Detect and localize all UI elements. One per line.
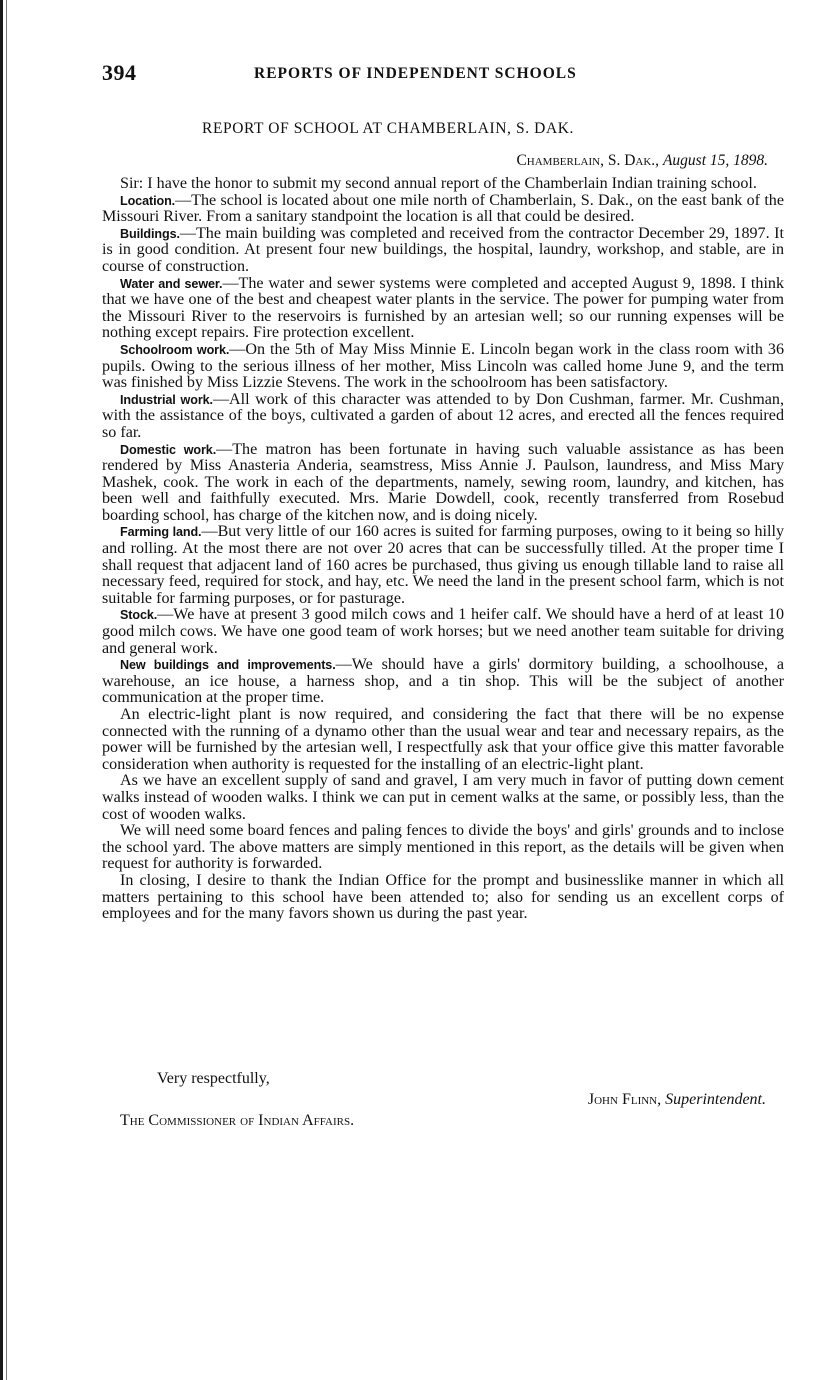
paragraph-text: —The school is located about one mile north of Chamberlain, S. Dak., on the east bank of the Missouri River. From a sanitary standpoint the location is all that could be desired. xyxy=(102,191,784,226)
paragraph xyxy=(102,873,784,923)
paragraph-text: Sir: I have the honor to submit my second annual report of the Chamberlain Indian training school. xyxy=(120,175,757,192)
paragraph-text: —But very little of our 160 acres is suited for farming purposes, owing to it being so hilly and rolling. At the most there are not over 20 acres that can be successfully tilled. At the proper time I shall request that adjacent land of 160 acres be purchased, thus giving us enough tillable land to raise all necessary feed, required for stock, and hay, etc. We need the land in the present school farm, which is not suitable for farming purposes, or for pasturage. xyxy=(102,523,784,607)
page-edge-shadow xyxy=(6,0,7,1380)
paragraph-text: —All work of this character was attended to by Don Cushman, farmer. Mr. Cushman, with the assistance of the boys, cultivated a garden of about 12 acres, and erected all the fences required so far. xyxy=(102,390,784,441)
paragraph-heading: Domestic work. xyxy=(120,442,217,457)
page-header xyxy=(102,60,784,90)
paragraph-heading: Buildings. xyxy=(120,226,180,241)
signature-name: John Flinn, xyxy=(587,1091,662,1108)
paragraph-text: —On the 5th of May Miss Minnie E. Lincoln began work in the class room with 36 pupils. Owing to the serious illness of her mother, Miss Lincoln was called home June 9, and the term was finished by Miss Lizzie Stevens. The work in the schoolroom has been satisfactory. xyxy=(102,340,784,392)
paragraph xyxy=(102,442,784,525)
paragraph xyxy=(102,607,784,657)
page-number: 394 xyxy=(102,60,137,85)
signature xyxy=(588,1091,766,1109)
paragraph-text: —The main building was completed and received from the contractor December 29, 1897. It is in good condition. At present four new buildings, the hospital, laundry, workshop, and stable, are in course of construction. xyxy=(102,224,784,275)
paragraph xyxy=(102,707,784,773)
paragraph-text: —We have at present 3 good milch cows and 1 heifer calf. We should have a herd of at least 10 good milch cows. We have one good team of work horses; but we need another team suitable for driving and general work. xyxy=(102,606,784,657)
paragraph-heading: Water and sewer. xyxy=(120,276,223,291)
closing-salutation: Very respectfully, xyxy=(157,1070,270,1087)
signature-title: Superintendent. xyxy=(665,1091,766,1108)
page-edge xyxy=(0,0,3,1380)
paragraph-text: As we have an excellent supply of sand and gravel, I am very much in favor of putting down cement walks instead of wooden walks. I think we can put in cement walks at the same, or possibly less, than the cost of wooden walks. xyxy=(102,772,784,823)
paragraph-text: —We should have a girls' dormitory building, a schoolhouse, a warehouse, an ice house, a harness shop, and a tin shop. This will be the subject of another communication at the proper time. xyxy=(102,656,784,707)
paragraph xyxy=(102,657,784,707)
paragraph xyxy=(102,276,784,342)
paragraph-text: In closing, I desire to thank the Indian Office for the prompt and businesslike manner in which all matters pertaining to this school have been attended to; also for sending us an excellent corps of employees and for the many favors shown us during the past year. xyxy=(102,871,784,923)
paragraph-text: We will need some board fences and paling fences to divide the boys' and girls' grounds and to inclose the school yard. The above matters are simply mentioned in this report, as the details will be given when request for authority is forwarded. xyxy=(102,822,784,873)
paragraph xyxy=(102,392,784,442)
paragraph-heading: Location. xyxy=(120,193,176,208)
dateline-place: Chamberlain, S. Dak., xyxy=(516,152,660,169)
paragraph-heading: New buildings and improvements. xyxy=(120,658,336,673)
paragraph xyxy=(102,342,784,392)
paragraph xyxy=(102,524,784,607)
paragraph xyxy=(102,193,784,226)
dateline-date: August 15, 1898. xyxy=(662,152,768,169)
paragraph-heading: Farming land. xyxy=(120,525,202,540)
document-page xyxy=(102,60,785,1129)
paragraph-heading: Schoolroom work. xyxy=(120,342,230,357)
paragraph-heading: Stock. xyxy=(120,608,158,623)
addressee: The Commissioner of Indian Affairs. xyxy=(120,1112,355,1129)
paragraph xyxy=(102,773,784,823)
paragraph-text: —The water and sewer systems were completed and accepted August 9, 1898. I think that we have one of the best and cheapest water plants in the service. The power for pumping water from the Missouri River to the reservoirs is furnished by an artesian well; so our running expenses will be nothing except repairs. Fire protection excellent. xyxy=(102,274,785,342)
running-head: REPORTS OF INDEPENDENT SCHOOLS xyxy=(254,65,577,82)
paragraph-text: An electric-light plant is now required, and considering the fact that there will be no expense connected with the running of a dynamo other than the usual wear and tear and necessary repairs, as the power will be furnished by the artesian well, I respectfully ask that your office give this matter favorable consideration when authority is requested for the installing of an electric-light plant. xyxy=(102,706,784,773)
paragraph xyxy=(102,823,784,873)
dateline xyxy=(516,152,768,170)
report-title: REPORT OF SCHOOL AT CHAMBERLAIN, S. DAK. xyxy=(202,120,575,137)
paragraph-heading: Industrial work. xyxy=(120,392,213,407)
report-body xyxy=(102,176,784,923)
paragraph xyxy=(102,226,784,276)
paragraph-text: —The matron has been fortunate in having such valuable assistance as has been rendered by Miss Anasteria Anderia, seamstress, Miss Annie J. Paulson, laundress, and Miss Mary Mashek, cook. The work in each of the departments, namely, sewing room, laundry, and kitchen, has been well and faithfully executed. Mrs. Marie Dowdell, cook, recently transferred from Rosebud boarding school, has charge of the kitchen now, and is doing nicely. xyxy=(102,440,784,524)
paragraph xyxy=(102,176,784,193)
